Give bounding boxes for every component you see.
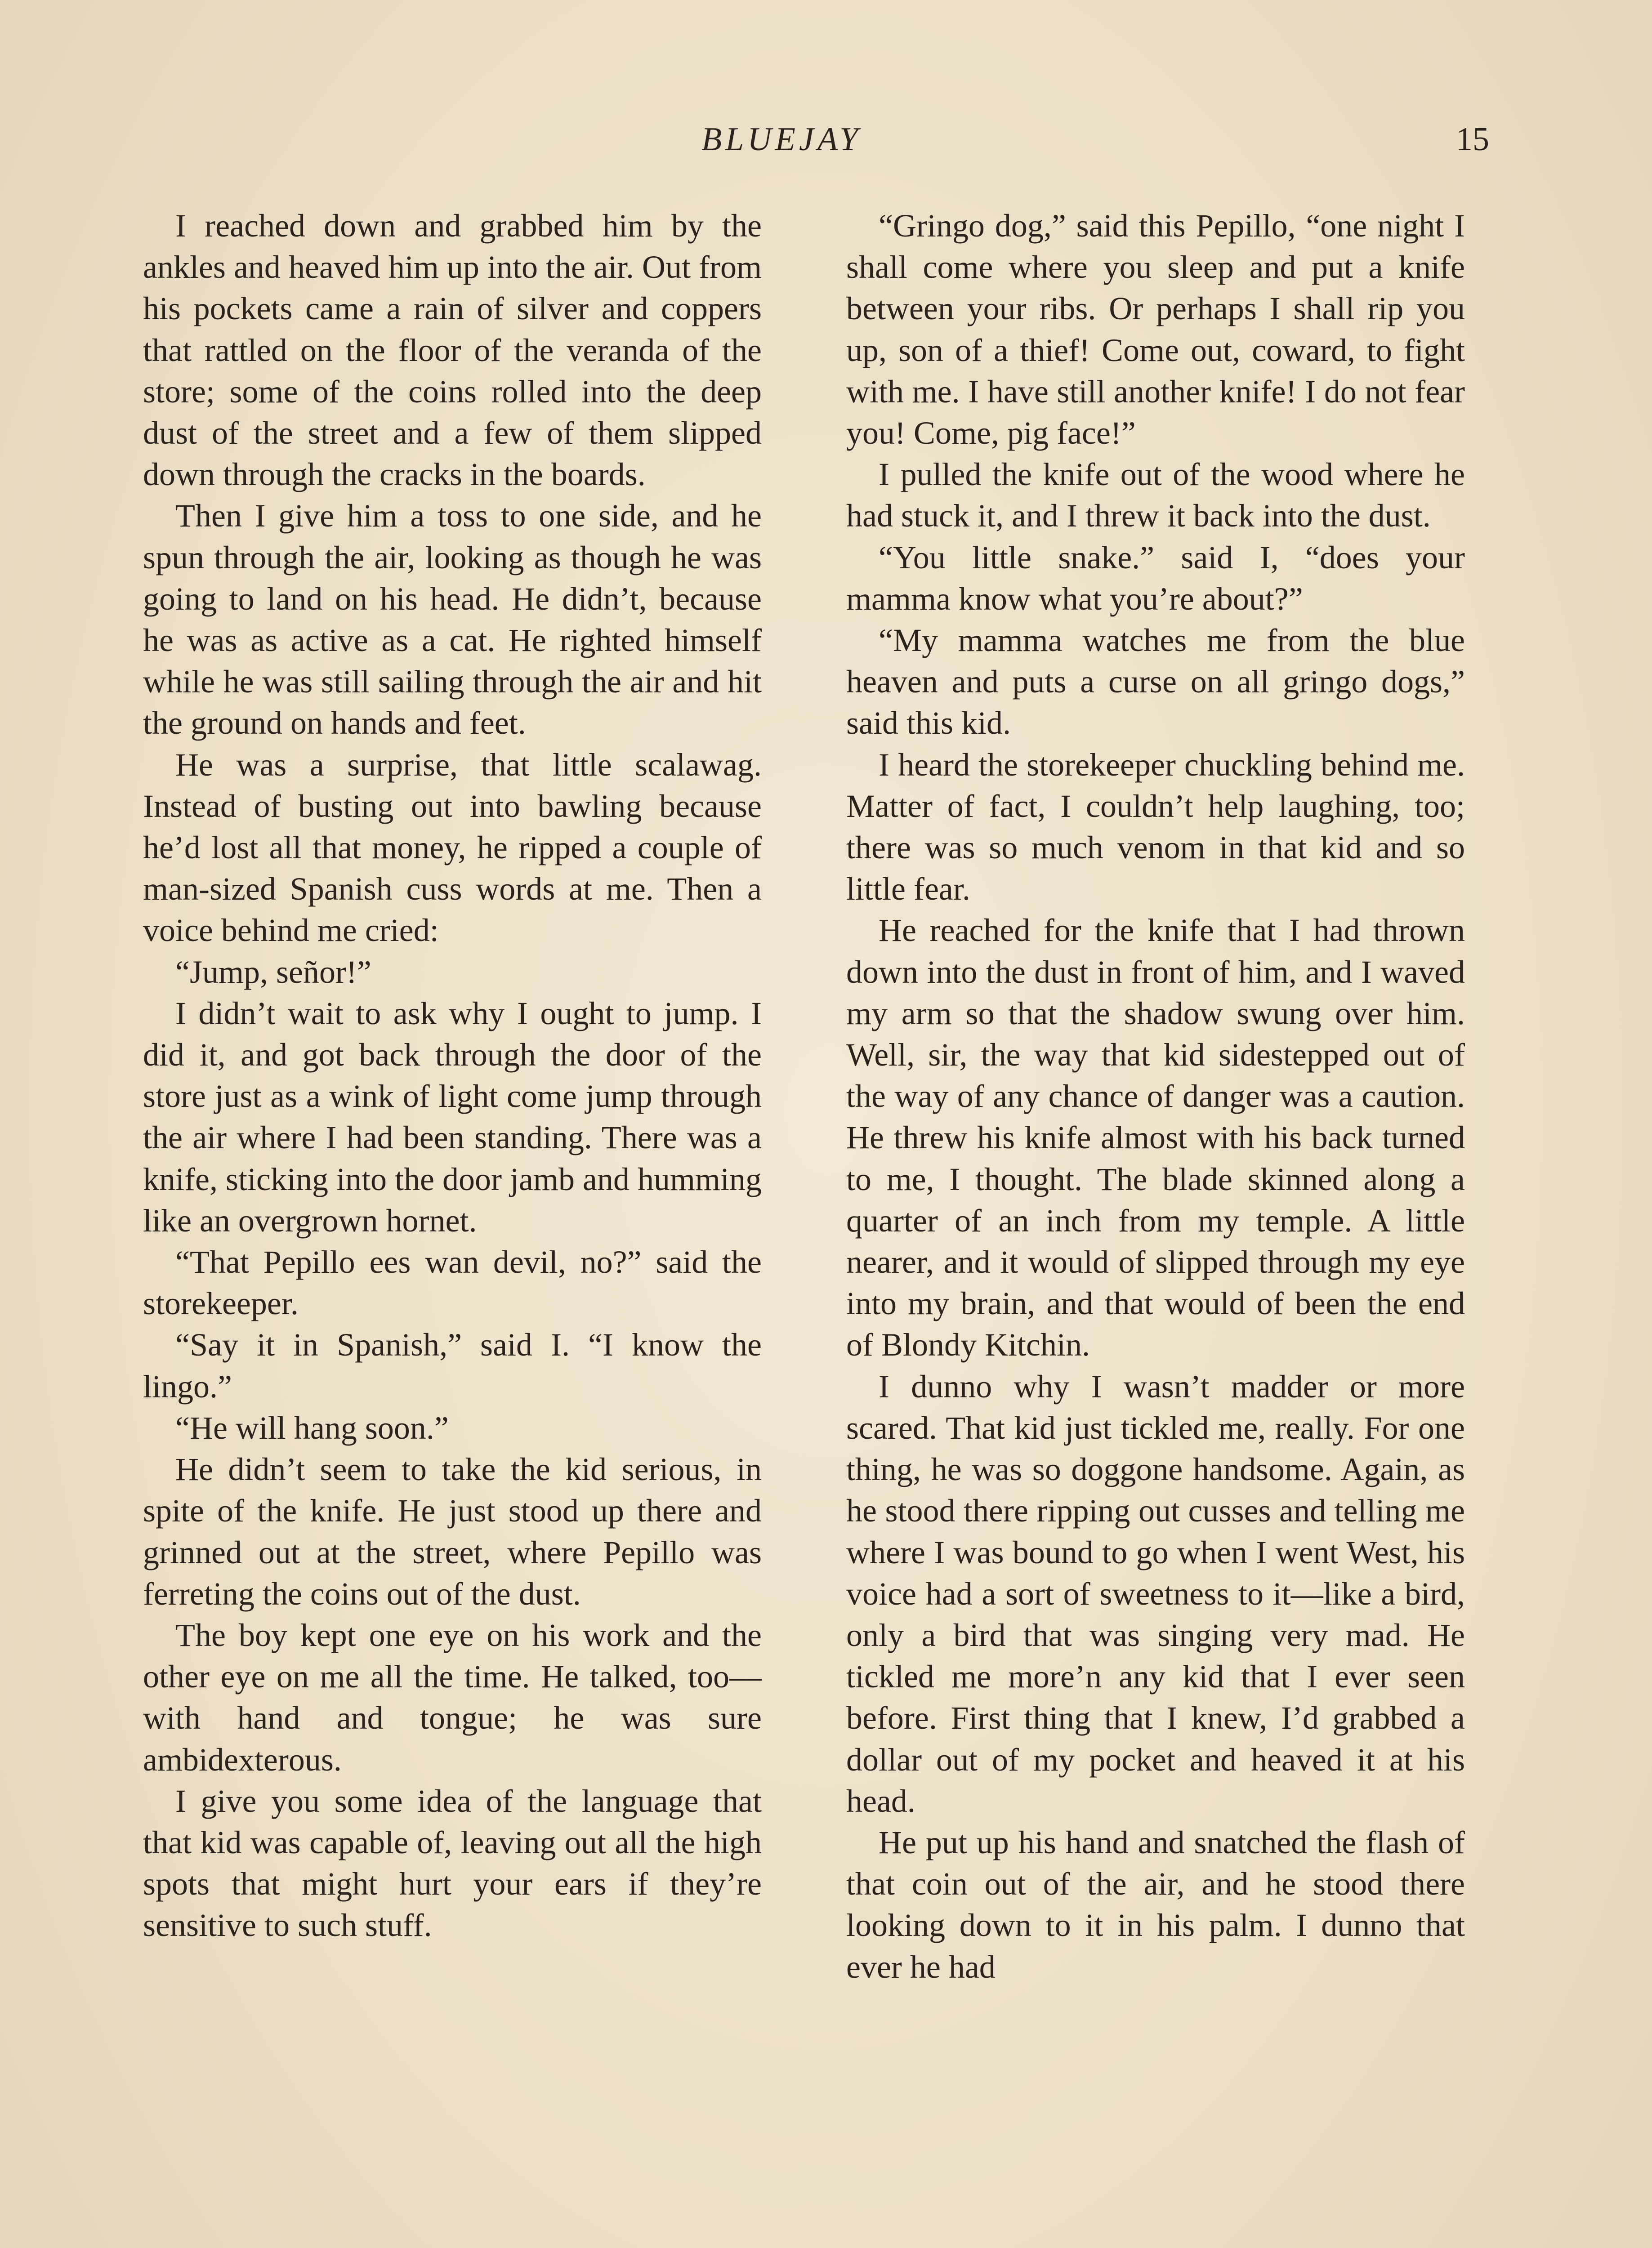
paragraph: I dunno why I wasn’t madder or more scared. That kid just tickled me, really. For one thing, he was so doggone handsome. Again, as he stood there ripping out cusses and telling me where I was bound to go when I went West, his voice had a sort of sweetness to it—like a bird, only a bird that was singing very mad. He tickled me more’n any kid that I ever seen before. First thing that I knew, I’d grabbed a dollar out of my pocket and heaved it at his head. [846, 1368, 1465, 1819]
paragraph: “Jump, señor!” [175, 954, 371, 990]
paragraph: I reached down and grabbed him by the ankles and heaved him up into the air. Out from his pockets came a rain of silver and coppers that rattled on the floor of the veranda of the store; some of the coins rolled into the deep dust of the street and a few of them slipped down through the cracks in the boards. [143, 208, 762, 493]
paragraph: He didn’t seem to take the kid serious, in spite of the knife. He just stood up there and grinned out at the street, where Pepillo was ferreting the coins out of the dust. [143, 1451, 762, 1612]
paragraph: “That Pepillo ees wan devil, no?” said the storekeeper. [143, 1244, 762, 1322]
paragraph: I give you some idea of the language that that kid was capable of, leaving out all the high spots that might hurt your ears if they’re sensitive to such stuff. [143, 1783, 762, 1944]
running-title: BLUEJAY [701, 121, 862, 158]
paragraph: He reached for the knife that I had thrown down into the dust in front of him, and I waved my arm so that the shadow swung over him. Well, sir, the way that kid sidestepped out of the way of any chance of danger was a caution. He threw his knife almost with his back turned to me, I thought. The blade skinned along a quarter of an inch from my temple. A little nearer, and it would of slipped through my eye into my brain, and that would of been the end of Blondy Kitchin. [846, 912, 1465, 1363]
paragraph: “You little snake.” said I, “does your mamma know what you’re about?” [846, 539, 1465, 617]
paragraph: The boy kept one eye on his work and the other eye on me all the time. He talked, too—with hand and tongue; he was sure ambidexterous. [143, 1617, 762, 1778]
left-column [143, 205, 762, 1946]
paragraph: He was a surprise, that little scalawag. Instead of busting out into bawling because he’d lost all that money, he ripped a couple of man-sized Spanish cuss words at me. Then a voice behind me cried: [143, 746, 762, 949]
paragraph: He put up his hand and snatched the flash of that coin out of the air, and he stood there looking down to it in his palm. I dunno that ever he had [846, 1824, 1465, 1985]
paragraph: I didn’t wait to ask why I ought to jump. I did it, and got back through the door of the store just as a wink of light come jump through the air where I had been standing. There was a knife, sticking into the door jamb and humming like an overgrown hornet. [143, 995, 762, 1239]
paragraph: I pulled the knife out of the wood where he had stuck it, and I threw it back into the dust. [846, 456, 1465, 534]
paragraph: “Say it in Spanish,” said I. “I know the lingo.” [143, 1327, 762, 1405]
page-number: 15 [1456, 121, 1489, 158]
right-column [846, 205, 1465, 1988]
paragraph: “Gringo dog,” said this Pepillo, “one night I shall come where you sleep and put a knife between your ribs. Or perhaps I shall rip you up, son of a thief! Come out, coward, to fight with me. I have still another knife! I do not fear you! Come, pig face!” [846, 208, 1465, 451]
paragraph: Then I give him a toss to one side, and he spun through the air, looking as though he was going to land on his head. He didn’t, because he was as active as a cat. He righted himself while he was still sailing through the air and hit the ground on hands and feet. [143, 498, 762, 741]
running-head [0, 120, 1652, 170]
paragraph: I heard the storekeeper chuckling behind me. Matter of fact, I couldn’t help laughing, too; there was so much venom in that kid and so little fear. [846, 746, 1465, 907]
paragraph: “He will hang soon.” [175, 1409, 449, 1446]
paragraph: “My mamma watches me from the blue heaven and puts a curse on all gringo dogs,” said this kid. [846, 622, 1465, 741]
